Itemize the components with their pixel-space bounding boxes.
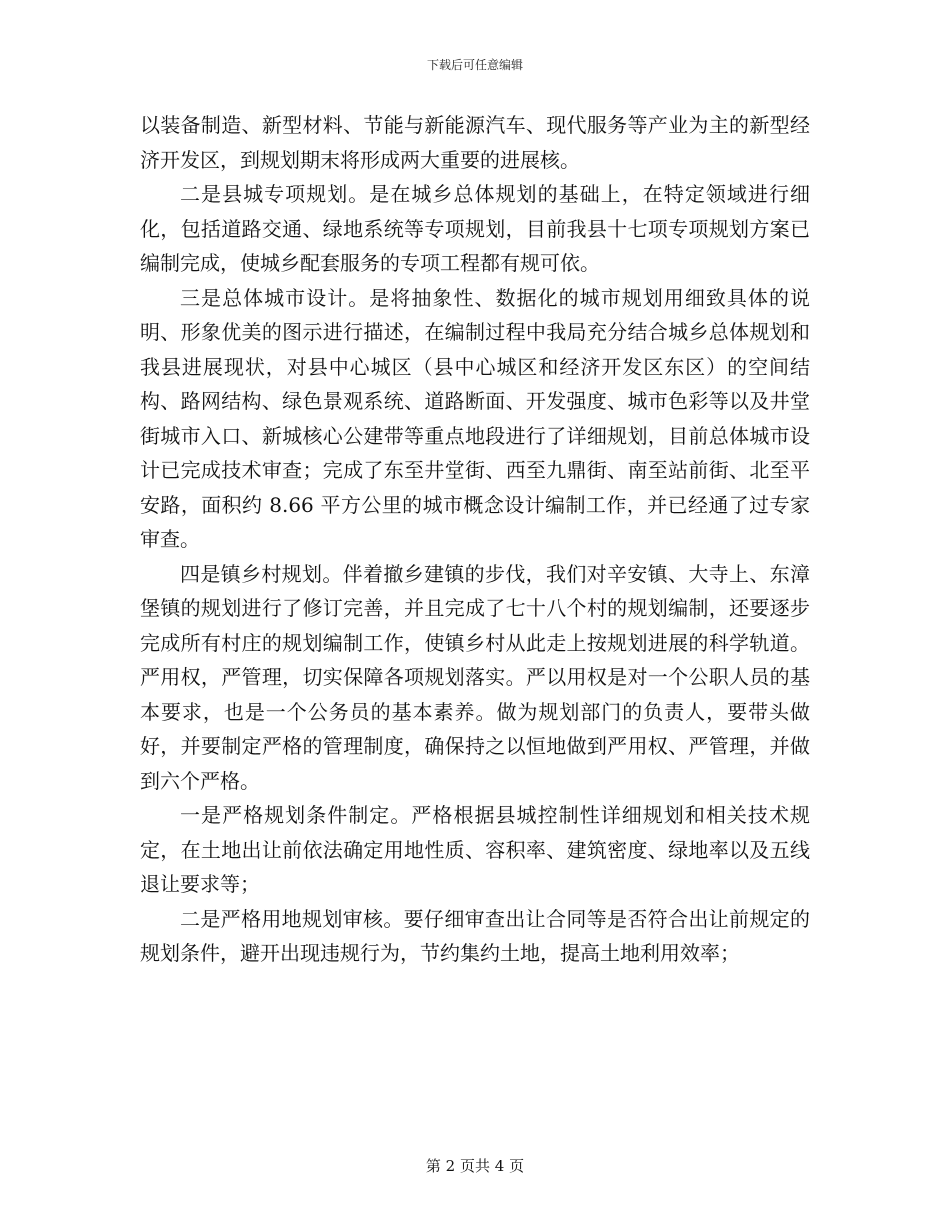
paragraph-land-use-review: 二是严格用地规划审核。要仔细审查出让合同等是否符合出让前规定的规划条件，避开出现违规行为，节约集约土地，提高土地利用效率； <box>140 906 810 965</box>
paragraph-planning-conditions: 一是严格规划条件制定。严格根据县城控制性详细规划和相关技术规定，在土地出让前依法确定用地性质、容积率、建筑密度、绿地率以及五线退让要求等； <box>140 803 810 896</box>
document-body <box>140 108 810 971</box>
paragraph-overall-urban-design: 三是总体城市设计。是将抽象性、数据化的城市规划用细致具体的说明、形象优美的图示进行描述，在编制过程中我局充分结合城乡总体规划和我县进展现状，对县中心城区（县中心城区和经济开发区东区）的空间结构、路网结构、绿色景观系统、道路断面、开发强度、城市色彩等以及井堂街城市入口、新城核心公建带等重点地段进行了详细规划，目前总体城市设计已完成技术审查；完成了东至井堂街、西至九鼎街、南至站前街、北至平安路，面积约 8.66 平方公里的城市概念设计编制工作，并已经通了过专家审查。 <box>140 285 810 551</box>
page-number: 第 2 页共 4 页 <box>425 1157 525 1175</box>
paragraph-county-special-planning: 二是县城专项规划。是在城乡总体规划的基础上，在特定领域进行细化，包括道路交通、绿地系统等专项规划，目前我县十七项专项规划方案已编制完成，使城乡配套服务的专项工程都有规可依。 <box>140 182 810 275</box>
paragraph-continuation: 以装备制造、新型材料、节能与新能源汽车、现代服务等产业为主的新型经济开发区，到规划期末将形成两大重要的进展核。 <box>140 113 810 172</box>
paragraph-town-village-planning: 四是镇乡村规划。伴着撤乡建镇的步伐，我们对辛安镇、大寺上、东漳堡镇的规划进行了修订完善，并且完成了七十八个村的规划编制，还要逐步完成所有村庄的规划编制工作，使镇乡村从此走上按规划进展的科学轨道。严用权，严管理，切实保障各项规划落实。严以用权是对一个公职人员的基本要求，也是一个公务员的基本素养。做为规划部门的负责人，要带头做好，并要制定严格的管理制度，确保持之以恒地做到严用权、严管理，并做到六个严格。 <box>140 561 810 793</box>
page-header: 下载后可任意编辑 <box>426 58 523 72</box>
